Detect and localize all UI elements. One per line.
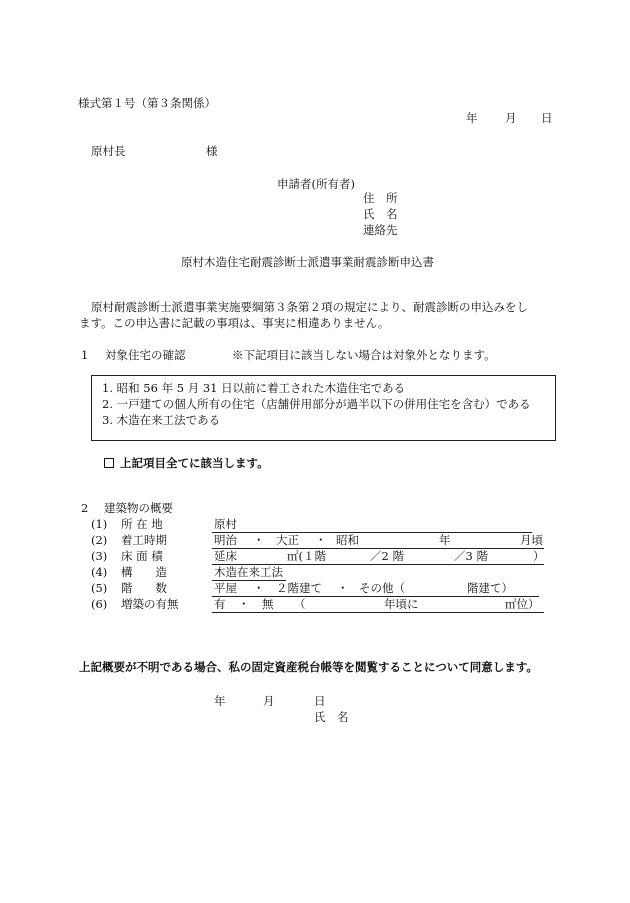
date-month-label: 月 [505, 111, 517, 125]
separator-dot: ・ [315, 533, 327, 547]
signature-name-label: 氏 名 [314, 710, 349, 724]
other-option: その他（ [359, 581, 405, 595]
form-number: 様式第１号（第３条関係） [78, 96, 216, 110]
row-label-floor-area: 床 面 積 [121, 549, 163, 563]
row-label-location: 所 在 地 [121, 517, 163, 531]
row-label-structure: 構 造 [121, 565, 167, 579]
row-number: (3) [91, 549, 108, 563]
row-number: (2) [91, 533, 108, 547]
intro-line-1: 原村耐震診断士派遣事業実施要綱第３条第２項の規定により、耐震診断の申込みをし [91, 300, 528, 314]
separator-dot: ・ [238, 597, 250, 611]
extension-year-label: 年頃に [384, 597, 419, 611]
document-title: 原村木造住宅耐震診断士派遣事業耐震診断申込書 [181, 255, 434, 269]
date-day-label: 日 [541, 111, 553, 125]
era-meiji: 明治 [214, 533, 237, 547]
applicant-heading: 申請者(所有者) [277, 177, 355, 191]
section1-title: 対象住宅の確認 [105, 348, 186, 362]
year-label: 年 [439, 533, 451, 547]
eligibility-item: 1. 昭和 56 年 5 月 31 日以前に着工された木造住宅である [102, 381, 406, 395]
floor2-label: ／2 階 [370, 549, 404, 563]
intro-line-2: ます。この申込書に記載の事項は、事実に相違ありません。 [79, 316, 390, 330]
eligibility-checkbox-row[interactable] [104, 456, 269, 470]
closing-paren: ） [533, 549, 545, 563]
addressee-name: 原村長 [91, 144, 126, 158]
applicant-name-label: 氏 名 [363, 207, 398, 221]
floor1-label: ㎡(１階 [287, 549, 326, 563]
bottom-date-year: 年 [214, 694, 226, 708]
addressee-honorific: 様 [206, 144, 218, 158]
row-label-construction-period: 着工時期 [121, 533, 167, 547]
total-floor-label: 延床 [214, 549, 237, 563]
section2-title: 建築物の概要 [104, 501, 173, 515]
applicant-contact-label: 連絡先 [363, 223, 398, 237]
row-number: (4) [91, 565, 108, 579]
extension-area-label: ㎡位） [505, 597, 540, 611]
eligibility-checkbox[interactable] [104, 458, 114, 468]
date-year-label: 年 [466, 111, 478, 125]
era-showa: 昭和 [336, 533, 359, 547]
row-label-extension: 増築の有無 [121, 597, 179, 611]
bottom-date-day: 日 [314, 694, 326, 708]
row-number: (1) [91, 517, 108, 531]
section1-number: 1 [81, 348, 89, 362]
separator-dot: ・ [253, 533, 265, 547]
eligibility-box [91, 375, 556, 441]
eligibility-checkbox-label: 上記項目全てに該当します。 [120, 456, 269, 470]
two-story-option: ２階建て [276, 581, 322, 595]
section2-number: 2 [81, 501, 89, 515]
consent-statement: 上記概要が不明である場合、私の固定資産税台帳等を閲覧することについて同意します。 [79, 660, 538, 674]
separator-dot: ・ [337, 581, 349, 595]
structure-value: 木造在来工法 [214, 565, 283, 579]
one-story-option: 平屋 [214, 581, 237, 595]
location-value: 原村 [214, 517, 237, 531]
open-paren: （ [294, 597, 306, 611]
row-label-stories: 階 数 [121, 581, 167, 595]
row-number: (6) [91, 597, 108, 611]
row-number: (5) [91, 581, 108, 595]
extension-yes: 有 [214, 597, 226, 611]
section1-note: ※下記項目に該当しない場合は対象外となります。 [232, 348, 496, 362]
extension-no: 無 [262, 597, 274, 611]
eligibility-item: 2. 一戸建ての個人所有の住宅（店舗併用部分が過半以下の併用住宅を含む）である [102, 397, 531, 411]
extension-underline [212, 612, 544, 613]
eligibility-item: 3. 木造在来工法である [102, 413, 221, 427]
floor3-label: ／3 階 [454, 549, 488, 563]
separator-dot: ・ [253, 581, 265, 595]
month-approx-label: 月頃 [520, 533, 543, 547]
applicant-address-label: 住 所 [363, 191, 398, 205]
stories-label: 階建て） [467, 581, 513, 595]
bottom-date-month: 月 [263, 694, 275, 708]
era-taisho: 大正 [276, 533, 299, 547]
